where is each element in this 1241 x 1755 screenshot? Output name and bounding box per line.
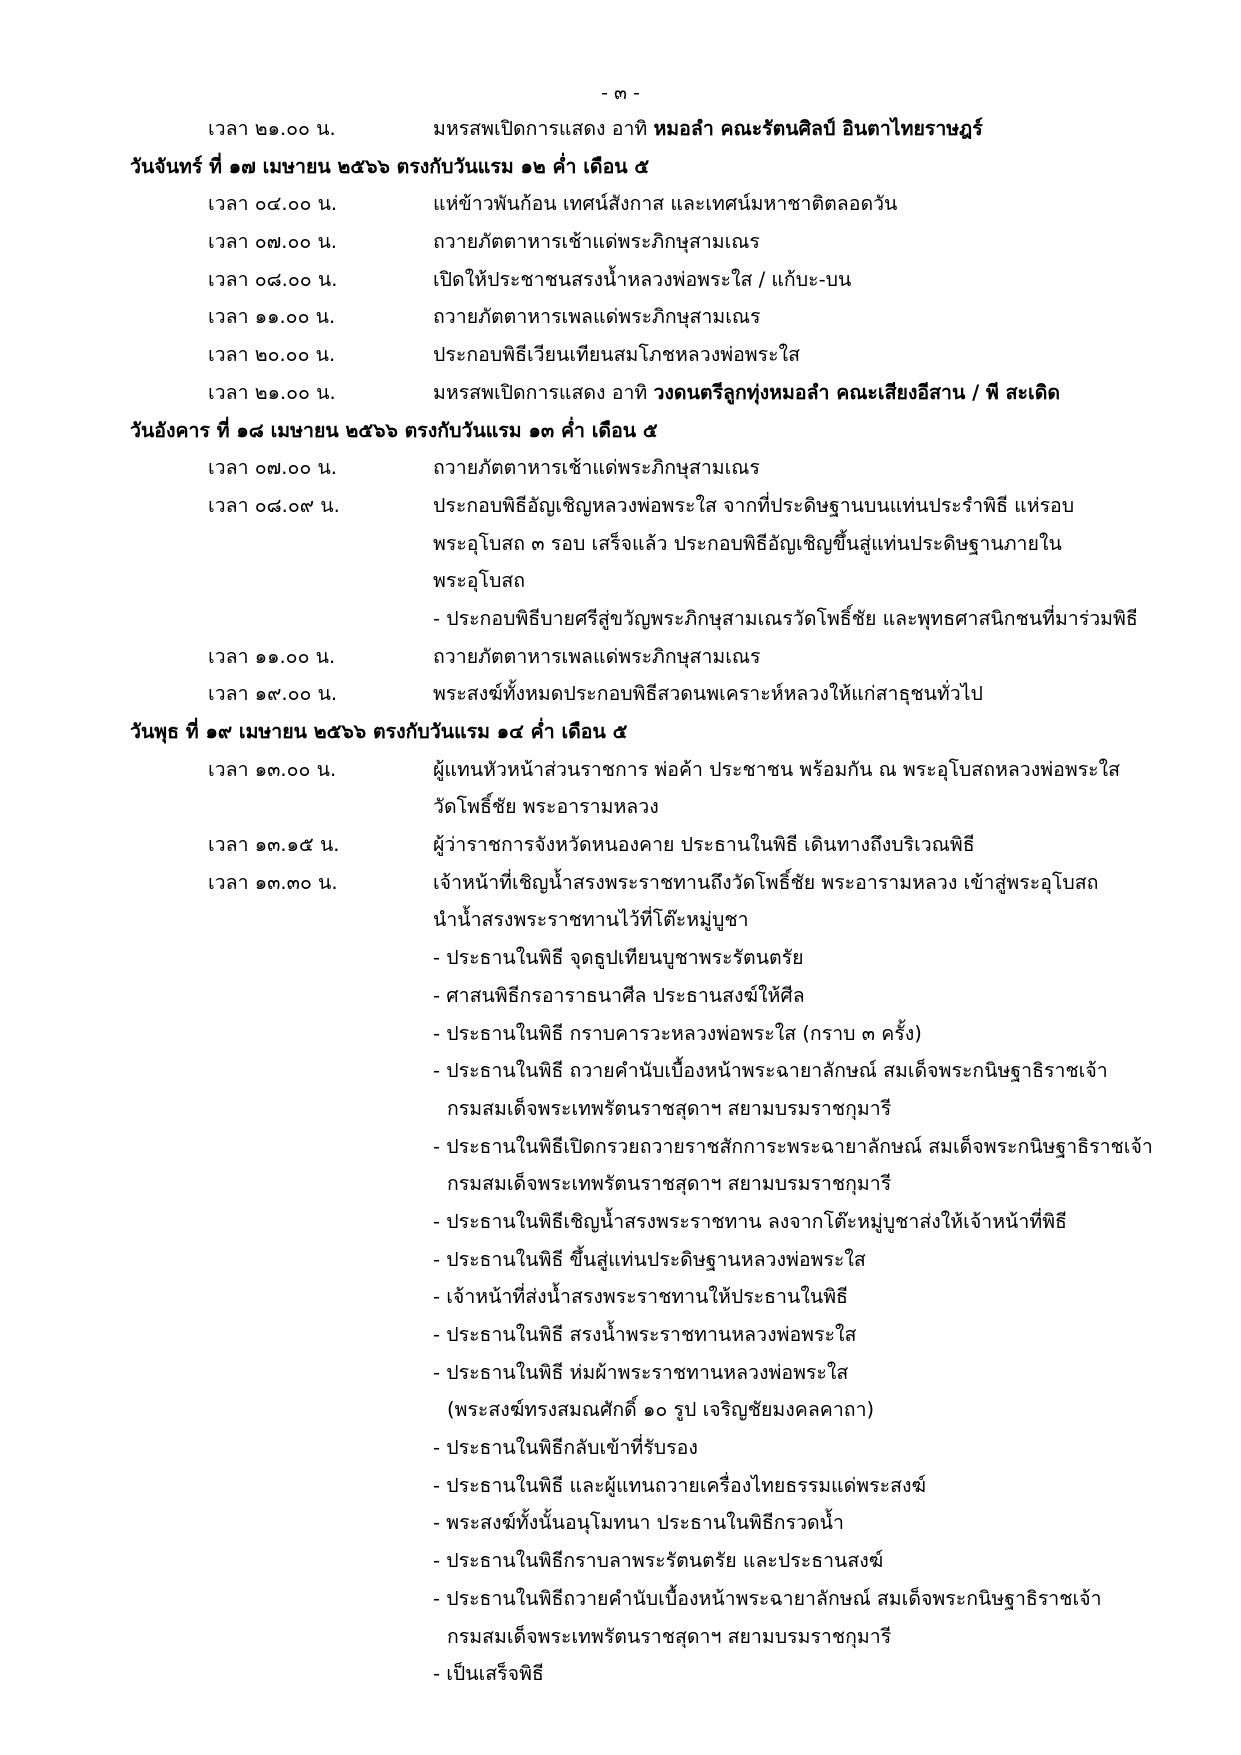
bullet-text: - ประธานในพิธี จุดธูปเทียนบูชาพระรัตนตรัย (433, 946, 804, 970)
entry-text-plain: เปิดให้ประชาชนสรงน้ำหลวงพ่อพระใส / แก้บะ-บน (433, 267, 852, 291)
bullet-text: - ประธานในพิธีกลับเข้าที่รับรอง (433, 1436, 698, 1460)
entry-time: เวลา ๑๓.๓๐ น. (208, 870, 338, 894)
entry-text (433, 261, 851, 299)
entry-text-plain: ประกอบพิธีเวียนเทียนสมโภชหลวงพ่อพระใส (433, 343, 801, 367)
entry-text (433, 336, 800, 374)
entry-text-plain: มหรสพเปิดการแสดง อาทิ (433, 380, 654, 404)
schedule-entry (0, 185, 1241, 223)
bullet-item (0, 1655, 1241, 1693)
entry-text (433, 562, 525, 600)
schedule-entry (0, 638, 1241, 676)
entry-time: เวลา ๑๓.๑๕ น. (208, 833, 340, 857)
day-heading: วันพุธ ที่ ๑๙ เมษายน ๒๕๖๖ ตรงกับวันแรม ๑๔ ค่ำ เดือน ๕ (130, 720, 628, 743)
bullet-continuation (0, 1618, 1241, 1656)
schedule-entry (0, 562, 1241, 600)
schedule-entry (0, 298, 1241, 336)
bullet-item (0, 600, 1241, 638)
bullet-text: - ประธานในพิธี ขึ้นสู่แท่นประดิษฐานหลวงพ่อพระใส (433, 1247, 866, 1271)
continuation-text: กรมสมเด็จพระเทพรัตนราชสุดาฯ สยามบรมราชกุมารี (447, 1624, 892, 1648)
bullet-text: - ประธานในพิธี สรงน้ำพระราชทานหลวงพ่อพระใส (433, 1323, 857, 1346)
entry-time: เวลา ๑๑.๐๐ น. (208, 305, 336, 329)
schedule-entry (0, 525, 1241, 563)
bullet-item (0, 1467, 1241, 1505)
bullet-text: - ประธานในพิธี ถวายคำนับเบื้องหน้าพระฉายาลักษณ์ สมเด็จพระกนิษฐาธิราชเจ้า (433, 1059, 1108, 1083)
entry-text-plain: ถวายภัตตาหารเช้าแด่พระภิกษุสามเณร (433, 456, 760, 480)
bullet-continuation (0, 1090, 1241, 1128)
continuation-text: กรมสมเด็จพระเทพรัตนราชสุดาฯ สยามบรมราชกุมารี (447, 1096, 892, 1120)
bullet-text: - ศาสนพิธีกรอาราธนาศีล ประธานสงฆ์ให้ศีล (433, 983, 805, 1007)
schedule-entry (0, 336, 1241, 374)
entry-time: เวลา ๐๗.๐๐ น. (208, 230, 338, 254)
bullet-item (0, 1429, 1241, 1467)
schedule-entry (0, 449, 1241, 487)
bullet-continuation (0, 1391, 1241, 1429)
entry-time: เวลา ๒๐.๐๐ น. (208, 343, 336, 367)
entry-text-plain: ถวายภัตตาหารเพลแด่พระภิกษุสามเณร (433, 644, 761, 668)
entry-text-plain: มหรสพเปิดการแสดง อาทิ (433, 117, 654, 140)
entry-text-bold: วงดนตรีลูกทุ่งหมอลำ คณะเสียงอีสาน / พี สะเดิด (653, 380, 1061, 404)
entry-text (433, 864, 1098, 902)
bullet-item (0, 1203, 1241, 1241)
bullet-item (0, 939, 1241, 977)
schedule-content (0, 110, 1241, 1693)
entry-time: เวลา ๒๑.๐๐ น. (208, 380, 336, 404)
bullet-item (0, 1580, 1241, 1618)
entry-text (433, 298, 761, 336)
bullet-item (0, 1015, 1241, 1053)
entry-time: เวลา ๐๔.๐๐ น. (208, 192, 338, 216)
entry-text (433, 185, 897, 223)
entry-text (433, 487, 1074, 525)
bullet-text: - ประกอบพิธีบายศรีสู่ขวัญพระภิกษุสามเณรวัดโพธิ์ชัย และพุทธศาสนิกชนที่มาร่วมพิธี (433, 606, 1138, 630)
entry-text-plain: พระอุโบสถ (433, 569, 526, 593)
day-heading: วันอังคาร ที่ ๑๘ เมษายน ๒๕๖๖ ตรงกับวันแรม ๑๓ ค่ำ เดือน ๕ (130, 418, 658, 442)
entry-text (433, 525, 1062, 563)
bullet-item (0, 1542, 1241, 1580)
entry-time: เวลา ๐๘.๐๐ น. (208, 267, 338, 291)
entry-text-plain: แห่ข้าวพันก้อน เทศน์สังกาส และเทศน์มหาชาติตลอดวัน (433, 192, 898, 216)
schedule-entry (0, 487, 1241, 525)
schedule-entry (0, 675, 1241, 713)
bullet-text: - ประธานในพิธี และผู้แทนถวายเครื่องไทยธรรมแด่พระสงฆ์ (433, 1473, 926, 1497)
entry-time: เวลา ๒๑.๐๐ น. (208, 117, 336, 140)
entry-text (433, 638, 761, 676)
entry-text (433, 449, 760, 487)
entry-text (433, 751, 1120, 789)
entry-text-plain: นำน้ำสรงพระราชทานไว้ที่โต๊ะหมู่บูชา (433, 908, 749, 932)
bullet-item (0, 1278, 1241, 1316)
bullet-item (0, 1128, 1241, 1166)
entry-text (433, 374, 1060, 412)
day-heading: วันจันทร์ ที่ ๑๗ เมษายน ๒๕๖๖ ตรงกับวันแรม ๑๒ ค่ำ เดือน ๕ (130, 154, 650, 178)
entry-time: เวลา ๐๗.๐๐ น. (208, 456, 338, 480)
bullet-item (0, 1316, 1241, 1354)
entry-time: เวลา ๑๙.๐๐ น. (208, 682, 338, 706)
entry-text-plain: พระอุโบสถ ๓ รอบ เสร็จแล้ว ประกอบพิธีอัญเชิญขึ้นสู่แท่นประดิษฐานภายใน (433, 531, 1062, 555)
schedule-entry (0, 223, 1241, 261)
bullet-text: - ประธานในพิธี กราบคารวะหลวงพ่อพระใส (กราบ ๓ ครั้ง) (433, 1021, 922, 1045)
entry-text-plain: ถวายภัตตาหารเพลแด่พระภิกษุสามเณร (433, 305, 761, 329)
entry-text-plain: ผู้แทนหัวหน้าส่วนราชการ พ่อค้า ประชาชน พร้อมกัน ณ พระอุโบสถหลวงพ่อพระใส (433, 757, 1121, 781)
bullet-text: - ประธานในพิธี ห่มผ้าพระราชทานหลวงพ่อพระใส (433, 1360, 849, 1384)
continuation-text: (พระสงฆ์ทรงสมณศักดิ์ ๑๐ รูป เจริญชัยมงคลคาถา) (447, 1398, 875, 1422)
bullet-item (0, 977, 1241, 1015)
entry-text-plain: เจ้าหน้าที่เชิญน้ำสรงพระราชทานถึงวัดโพธิ์ชัย พระอารามหลวง เข้าสู่พระอุโบสถ (433, 870, 1099, 894)
entry-text-plain: วัดโพธิ์ชัย พระอารามหลวง (433, 795, 659, 819)
bullet-text: - พระสงฆ์ทั้งนั้นอนุโมทนา ประธานในพิธีกรวดน้ำ (433, 1511, 844, 1535)
entry-time: เวลา ๑๑.๐๐ น. (208, 644, 336, 668)
page-number: - ๓ - (601, 82, 640, 104)
entry-text (433, 788, 659, 826)
schedule-entry (0, 788, 1241, 826)
bullet-item (0, 1052, 1241, 1090)
bullet-item (0, 1504, 1241, 1542)
entry-text (433, 675, 983, 713)
schedule-entry (0, 826, 1241, 864)
bullet-item (0, 1354, 1241, 1392)
bullet-item (0, 1241, 1241, 1279)
continuation-text: กรมสมเด็จพระเทพรัตนราชสุดาฯ สยามบรมราชกุมารี (447, 1172, 892, 1196)
entry-text (433, 223, 760, 261)
entry-text-plain: พระสงฆ์ทั้งหมดประกอบพิธีสวดนพเคราะห์หลวงให้แก่สาธุชนทั่วไป (433, 682, 983, 706)
schedule-entry (0, 864, 1241, 902)
schedule-entry (0, 261, 1241, 299)
entry-text-plain: ถวายภัตตาหารเช้าแด่พระภิกษุสามเณร (433, 230, 760, 254)
entry-text (433, 826, 975, 864)
schedule-entry (0, 901, 1241, 939)
bullet-text: - ประธานในพิธีเชิญน้ำสรงพระราชทาน ลงจากโต๊ะหมู่บูชาส่งให้เจ้าหน้าที่พิธี (433, 1209, 1067, 1233)
entry-text (433, 110, 983, 148)
schedule-entry (0, 110, 1241, 148)
bullet-continuation (0, 1165, 1241, 1203)
bullet-text: - เป็นเสร็จพิธี (433, 1662, 544, 1686)
entry-text-plain: ประกอบพิธีอัญเชิญหลวงพ่อพระใส จากที่ประดิษฐานบนแท่นประรำพิธี แห่รอบ (433, 493, 1075, 517)
entry-text-plain: ผู้ว่าราชการจังหวัดหนองคาย ประธานในพิธี เดินทางถึงบริเวณพิธี (433, 833, 975, 857)
bullet-text: - ประธานในพิธีเปิดกรวยถวายราชสักการะพระฉายาลักษณ์ สมเด็จพระกนิษฐาธิราชเจ้า (433, 1134, 1153, 1158)
entry-text (433, 901, 749, 939)
entry-text-bold: หมอลำ คณะรัตนศิลป์ อินตาไทยราษฎร์ (653, 117, 983, 140)
entry-time: เวลา ๐๘.๐๙ น. (208, 493, 340, 517)
schedule-entry (0, 751, 1241, 789)
entry-time: เวลา ๑๓.๐๐ น. (208, 757, 337, 781)
bullet-text: - ประธานในพิธีกราบลาพระรัตนตรัย และประธานสงฆ์ (433, 1549, 884, 1573)
bullet-text: - ประธานในพิธีถวายคำนับเบื้องหน้าพระฉายาลักษณ์ สมเด็จพระกนิษฐาธิราชเจ้า (433, 1586, 1102, 1610)
schedule-entry (0, 374, 1241, 412)
bullet-text: - เจ้าหน้าที่ส่งน้ำสรงพระราชทานให้ประธานในพิธี (433, 1285, 848, 1309)
